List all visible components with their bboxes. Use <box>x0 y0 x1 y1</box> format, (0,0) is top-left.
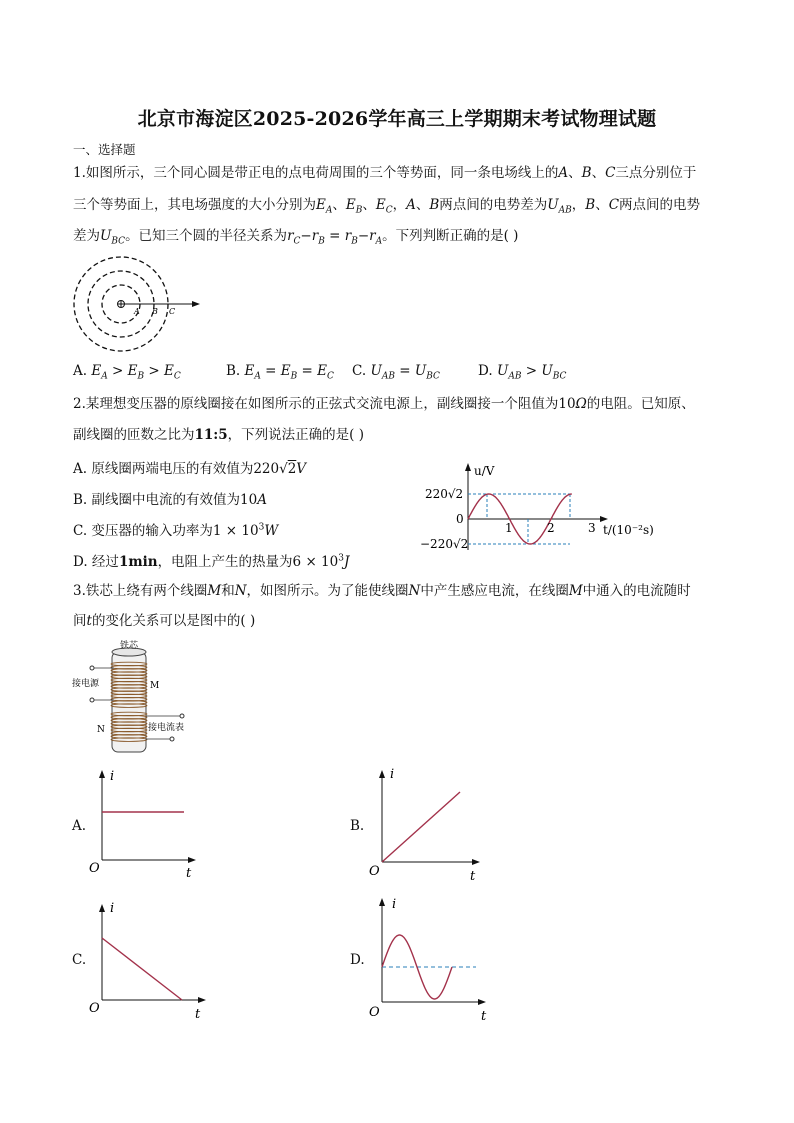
q3-c-y: i <box>110 901 115 916</box>
q3-iron-core-figure <box>70 638 200 760</box>
q3-graph-d <box>366 890 496 1022</box>
q3-b-y: i <box>390 767 395 782</box>
q2-option-c: C. 变压器的输入功率为$1 \times 10^3W$ <box>73 522 279 539</box>
q1-option-d: D. $U_{AB} > U_{BC}$ <box>478 363 567 382</box>
q2-option-d: D. 经过1min，电阻上产生的热量为$6 \times 10^3J$ <box>73 553 350 570</box>
q3-text-line1: 3.铁芯上绕有两个线圈M和N，如图所示。为了能使线圈N中产生感应电流，在线圈M中通入的电流随时 <box>73 583 691 599</box>
q3-meter-label: 接电流表 <box>148 723 185 733</box>
q1-equipotential-figure <box>66 256 206 352</box>
q3-power-label: 接电源 <box>72 679 100 689</box>
q1-text-line2: 三个等势面上，其电场强度的大小分别为$E_A$、$E_B$、$E_C$，A、B两点间的电势差为$U_{AB}$，B、C两点间的电势 <box>73 197 701 216</box>
q2-option-b: B. 副线圈中电流的有效值为10A <box>73 492 267 508</box>
q1-label-c: C <box>169 307 176 316</box>
section-heading: 一、选择题 <box>73 142 136 157</box>
q2-y-label: u/V <box>474 464 495 478</box>
q1-text-line1: 1.如图所示，三个同心圆是带正电的点电荷周围的三个等势面，同一条电场线上的A、B、C三点分别位于 <box>73 165 697 181</box>
q3-d-x: t <box>481 1009 487 1022</box>
q3-graph-a <box>86 764 206 884</box>
q2-ymin-label: −220√2 <box>420 537 469 551</box>
q1-label-b: B <box>152 307 158 316</box>
q3-d-y: i <box>392 897 397 912</box>
q3-c-origin: O <box>89 1001 100 1016</box>
q3-b-x: t <box>470 869 476 884</box>
q3-graph-b <box>366 762 486 884</box>
q2-sine-graph <box>420 458 660 554</box>
q1-option-a: A. $E_A > E_B > E_C$ <box>73 363 181 382</box>
q3-core-label: 铁芯 <box>120 641 139 651</box>
q1-option-c: C. $U_{AB} = U_{BC}$ <box>352 363 440 382</box>
q2-tick-2: 2 <box>547 521 555 535</box>
q3-option-d-label: D. <box>350 952 365 968</box>
q1-label-a: A <box>134 307 140 316</box>
q2-text-line1: 2.某理想变压器的原线圈接在如图所示的正弦式交流电源上，副线圈接一个阻值为10Ω的电阻。已知原、 <box>73 396 695 412</box>
q2-text-line2: 副线圈的匝数之比为11:5，下列说法正确的是( ) <box>73 427 364 443</box>
q3-c-x: t <box>195 1007 201 1022</box>
q1-option-b: B. $E_A = E_B = E_C$ <box>226 363 334 382</box>
page-title: 北京市海淀区2025-2026学年高三上学期期末考试物理试题 <box>137 108 657 130</box>
q3-option-c-label: C. <box>72 952 87 968</box>
q1-text-line3: 差为$U_{BC}$。已知三个圆的半径关系为$r_C-r_B = r_B-r_A$。下列判断正确的是( ) <box>73 228 519 247</box>
q3-d-origin: O <box>369 1005 380 1020</box>
q3-m-label: M <box>150 681 160 691</box>
q3-text-line2: 间t的变化关系可以是图中的( ) <box>73 613 256 629</box>
q2-tick-3: 3 <box>588 521 596 535</box>
q3-graph-c <box>86 896 216 1022</box>
q3-a-origin: O <box>89 861 100 876</box>
q3-option-b-label: B. <box>350 818 365 834</box>
q3-b-origin: O <box>369 864 380 879</box>
q3-a-y: i <box>110 769 115 784</box>
q2-tick-1: 1 <box>505 521 513 535</box>
q2-option-a: A. 原线圈两端电压的有效值为220√2V <box>73 461 307 477</box>
q2-x-label: t/(10⁻²s) <box>603 523 654 537</box>
q3-option-a-label: A. <box>72 818 87 834</box>
q2-ymax-label: 220√2 <box>425 487 464 501</box>
q2-origin-label: 0 <box>456 512 464 526</box>
q3-n-label: N <box>97 725 105 735</box>
q3-a-x: t <box>186 866 192 881</box>
